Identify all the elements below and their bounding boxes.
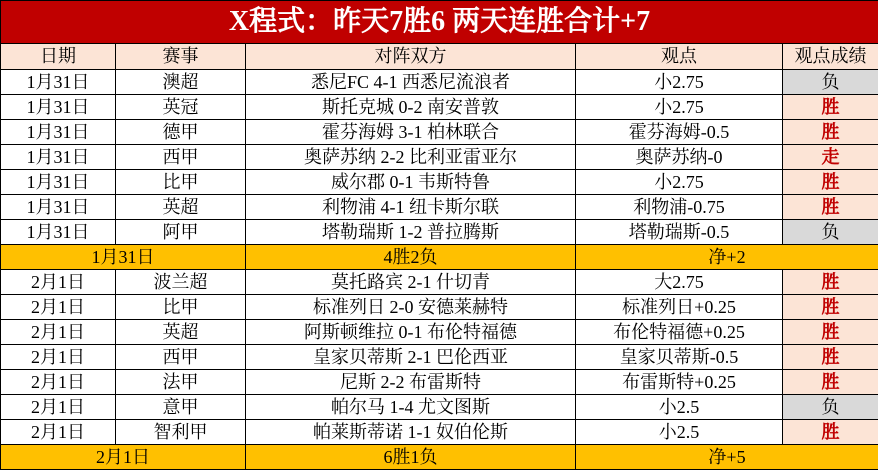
title-row bbox=[1, 1, 878, 44]
cell-date: 2月1日 bbox=[1, 270, 116, 295]
table-row bbox=[1, 120, 878, 145]
cell-pick: 利物浦-0.75 bbox=[576, 195, 783, 220]
summary-row bbox=[1, 445, 878, 470]
cell-league: 德甲 bbox=[116, 120, 246, 145]
cell-date: 1月31日 bbox=[1, 220, 116, 245]
cell-league: 波兰超 bbox=[116, 270, 246, 295]
cell-league: 意甲 bbox=[116, 395, 246, 420]
cell-match: 皇家贝蒂斯 2-1 巴伦西亚 bbox=[246, 345, 576, 370]
column-header-row bbox=[1, 44, 878, 70]
cell-date: 1月31日 bbox=[1, 170, 116, 195]
cell-league: 西甲 bbox=[116, 345, 246, 370]
cell-date: 2月1日 bbox=[1, 320, 116, 345]
cell-pick: 奥萨苏纳-0 bbox=[576, 145, 783, 170]
summary-row bbox=[1, 245, 878, 270]
summary-net: 净+2 bbox=[576, 245, 878, 270]
col-header-match: 对阵双方 bbox=[246, 44, 576, 70]
cell-pick: 标准列日+0.25 bbox=[576, 295, 783, 320]
cell-match: 斯托克城 0-2 南安普敦 bbox=[246, 95, 576, 120]
cell-result: 负 bbox=[783, 220, 878, 245]
cell-result: 胜 bbox=[783, 345, 878, 370]
cell-league: 智利甲 bbox=[116, 420, 246, 445]
cell-match: 莫托路宾 2-1 什切青 bbox=[246, 270, 576, 295]
summary-record: 6胜1负 bbox=[246, 445, 576, 470]
cell-result: 走 bbox=[783, 145, 878, 170]
cell-match: 标准列日 2-0 安德莱赫特 bbox=[246, 295, 576, 320]
cell-date: 1月31日 bbox=[1, 120, 116, 145]
cell-result: 胜 bbox=[783, 420, 878, 445]
cell-date: 2月1日 bbox=[1, 370, 116, 395]
cell-date: 2月1日 bbox=[1, 420, 116, 445]
cell-pick: 布雷斯特+0.25 bbox=[576, 370, 783, 395]
cell-result: 胜 bbox=[783, 370, 878, 395]
cell-pick: 塔勒瑞斯-0.5 bbox=[576, 220, 783, 245]
cell-pick: 小2.75 bbox=[576, 95, 783, 120]
cell-match: 奥萨苏纳 2-2 比利亚雷亚尔 bbox=[246, 145, 576, 170]
cell-pick: 小2.5 bbox=[576, 395, 783, 420]
cell-match: 悉尼FC 4-1 西悉尼流浪者 bbox=[246, 70, 576, 95]
cell-result: 胜 bbox=[783, 270, 878, 295]
cell-result: 胜 bbox=[783, 320, 878, 345]
summary-date: 2月1日 bbox=[1, 445, 246, 470]
table-row bbox=[1, 295, 878, 320]
page-title: X程式：昨天7胜6 两天连胜合计+7 bbox=[1, 1, 878, 44]
table-row bbox=[1, 145, 878, 170]
cell-match: 帕莱斯蒂诺 1-1 奴伯伦斯 bbox=[246, 420, 576, 445]
table-row bbox=[1, 270, 878, 295]
cell-league: 澳超 bbox=[116, 70, 246, 95]
cell-date: 1月31日 bbox=[1, 70, 116, 95]
cell-match: 塔勒瑞斯 1-2 普拉腾斯 bbox=[246, 220, 576, 245]
table-row bbox=[1, 195, 878, 220]
cell-pick: 小2.75 bbox=[576, 70, 783, 95]
cell-league: 阿甲 bbox=[116, 220, 246, 245]
cell-match: 帕尔马 1-4 尤文图斯 bbox=[246, 395, 576, 420]
col-header-league: 赛事 bbox=[116, 44, 246, 70]
cell-pick: 大2.75 bbox=[576, 270, 783, 295]
cell-match: 威尔郡 0-1 韦斯特鲁 bbox=[246, 170, 576, 195]
cell-match: 利物浦 4-1 纽卡斯尔联 bbox=[246, 195, 576, 220]
summary-date: 1月31日 bbox=[1, 245, 246, 270]
cell-pick: 小2.75 bbox=[576, 170, 783, 195]
cell-result: 胜 bbox=[783, 95, 878, 120]
table-row bbox=[1, 170, 878, 195]
table-row bbox=[1, 95, 878, 120]
cell-league: 英冠 bbox=[116, 95, 246, 120]
cell-league: 英超 bbox=[116, 320, 246, 345]
cell-date: 2月1日 bbox=[1, 295, 116, 320]
cell-result: 胜 bbox=[783, 120, 878, 145]
cell-result: 负 bbox=[783, 395, 878, 420]
table-row bbox=[1, 395, 878, 420]
cell-pick: 霍芬海姆-0.5 bbox=[576, 120, 783, 145]
col-header-pick: 观点 bbox=[576, 44, 783, 70]
cell-date: 1月31日 bbox=[1, 95, 116, 120]
cell-result: 胜 bbox=[783, 195, 878, 220]
cell-league: 比甲 bbox=[116, 170, 246, 195]
cell-result: 负 bbox=[783, 70, 878, 95]
col-header-date: 日期 bbox=[1, 44, 116, 70]
cell-date: 1月31日 bbox=[1, 145, 116, 170]
table-row bbox=[1, 220, 878, 245]
cell-league: 英超 bbox=[116, 195, 246, 220]
table-body bbox=[1, 70, 878, 470]
cell-pick: 小2.5 bbox=[576, 420, 783, 445]
summary-record: 4胜2负 bbox=[246, 245, 576, 270]
cell-result: 胜 bbox=[783, 170, 878, 195]
cell-league: 西甲 bbox=[116, 145, 246, 170]
table-row bbox=[1, 370, 878, 395]
cell-pick: 布伦特福德+0.25 bbox=[576, 320, 783, 345]
cell-date: 2月1日 bbox=[1, 345, 116, 370]
cell-date: 1月31日 bbox=[1, 195, 116, 220]
table-row bbox=[1, 320, 878, 345]
cell-league: 比甲 bbox=[116, 295, 246, 320]
table-row bbox=[1, 70, 878, 95]
col-header-result: 观点成绩 bbox=[783, 44, 878, 70]
table-row bbox=[1, 345, 878, 370]
cell-match: 霍芬海姆 3-1 柏林联合 bbox=[246, 120, 576, 145]
cell-result: 胜 bbox=[783, 295, 878, 320]
cell-date: 2月1日 bbox=[1, 395, 116, 420]
cell-pick: 皇家贝蒂斯-0.5 bbox=[576, 345, 783, 370]
cell-match: 阿斯顿维拉 0-1 布伦特福德 bbox=[246, 320, 576, 345]
cell-match: 尼斯 2-2 布雷斯特 bbox=[246, 370, 576, 395]
summary-net: 净+5 bbox=[576, 445, 878, 470]
table-row bbox=[1, 420, 878, 445]
cell-league: 法甲 bbox=[116, 370, 246, 395]
